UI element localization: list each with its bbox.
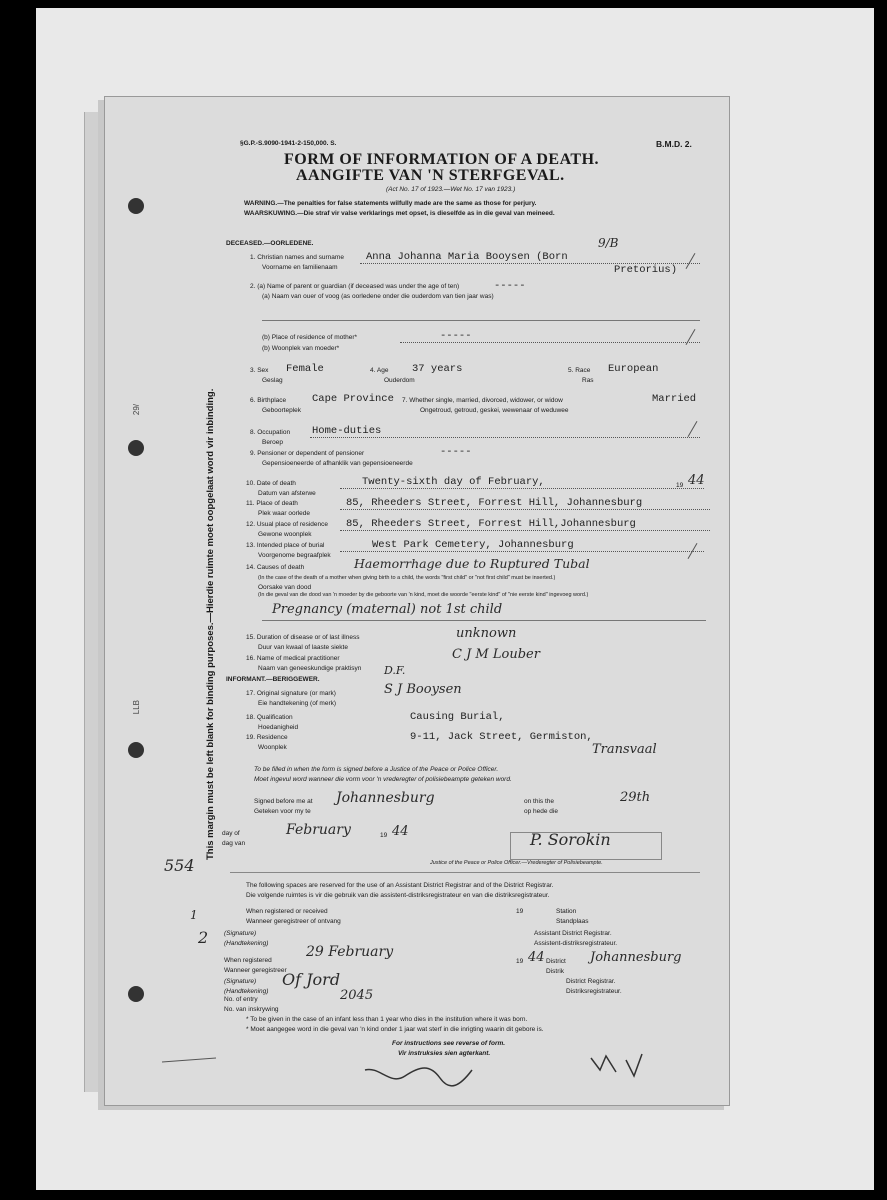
q14-value-cont: Pregnancy (maternal) not 1st child (272, 602, 503, 617)
footnote-af: * Moet aangegee word in die geval van 'n kind onder 1 jaar wat sterf in die inrigting waarin dit gebore is. (246, 1026, 544, 1033)
signed-month: February (286, 822, 351, 838)
q1-label: 1. Christian names and surname (250, 254, 344, 261)
form-code: B.M.D. 2. (656, 139, 692, 149)
instructions-af: Vir instruksies sien agterkant. (398, 1050, 491, 1057)
q16-label: 16. Name of medical practitioner (246, 655, 340, 662)
registrar-label: District Registrar. (566, 978, 616, 985)
q8-label-af: Beroep (262, 439, 283, 446)
q19-label: 19. Residence (246, 734, 288, 741)
q16-label-af: Naam van geneeskundige praktisyn (258, 665, 362, 672)
signed-label-af: Geteken voor my te (254, 808, 311, 815)
q10-label-af: Datum van afsterwe (258, 490, 316, 497)
q19-value-cont: Transvaal (592, 742, 657, 757)
q10-year: 44 (688, 473, 705, 488)
left-note: 554 (164, 856, 195, 875)
signed-day: 29th (620, 790, 651, 805)
form-title-af: AANGIFTE VAN 'N STERFGEVAL. (296, 167, 565, 184)
side-mark: LLB (132, 700, 141, 715)
form-title-en: FORM OF INFORMATION OF A DEATH. (284, 151, 600, 168)
registered-year-prefix: 19 (516, 958, 524, 965)
field-line (340, 488, 704, 489)
field-line (400, 342, 700, 343)
q9-label: 9. Pensioner or dependent of pensioner (250, 450, 365, 457)
signed-place: Johannesburg (336, 790, 435, 806)
q19-label-af: Woonplek (258, 744, 287, 751)
q10-value: Twenty-sixth day of February, (362, 476, 545, 488)
instructions-en: For instructions see reverse of form. (392, 1040, 506, 1047)
q13-label: 13. Intended place of burial (246, 542, 325, 549)
page-edge (84, 112, 105, 1092)
q12-label-af: Gewone woonplek (258, 531, 312, 538)
q2b-label: (b) Place of residence of mother* (262, 334, 358, 341)
q1-annotation: 9/B (598, 236, 619, 250)
act-reference: (Act No. 17 of 1923.—Wet No. 17 van 1923.) (386, 186, 516, 193)
q10-label: 10. Date of death (246, 480, 296, 487)
registered-year: 44 (528, 950, 545, 965)
print-reference: §G.P.-S.9090-1941-2-150,000. S. (240, 140, 337, 147)
q17-annotation: D.F. (384, 664, 406, 677)
section-deceased: DECEASED.—OORLEDENE. (226, 240, 314, 247)
q8-label: 8. Occupation (250, 429, 291, 436)
section-informant: INFORMANT.—BERIGGEWER. (226, 676, 320, 683)
q18-value: Causing Burial, (410, 711, 505, 723)
when-received-label: When registered or received (246, 908, 328, 915)
q5-label-af: Ras (582, 377, 594, 384)
field-line (262, 620, 706, 621)
q11-label: 11. Place of death (246, 500, 298, 507)
q14-note-af: (In die geval van die dood van 'n moeder by die geboorte van 'n kind, moet die woorde "eerste kind" of "nie eerste kind" ingevoeg word.) (258, 592, 589, 598)
q11-label-af: Plek waar oorlede (258, 510, 311, 517)
reg-signature-label-af: (Handtekening) (224, 988, 269, 995)
q2a-label: 2. (a) Name of parent or guardian (if deceased was under the age of ten) (250, 283, 460, 290)
asst-registrar-label-af: Assistent-distriksregistrateur. (534, 940, 618, 947)
q14-note-en: (In the case of the death of a mother when giving birth to a child, the words "first child" or "not first child" must be inserted.) (258, 575, 556, 581)
left-note: 1 (190, 908, 198, 922)
side-mark: 29/ (132, 404, 141, 416)
signed-year-prefix: 19 (380, 832, 388, 839)
justice-note-af: Moet ingevul word wanneer die vorm voor 'n vrederegter of polisiebeampte geteken word. (254, 776, 512, 783)
registrar-signature: Of Jord (282, 970, 341, 989)
q16-value: C J M Louber (452, 647, 540, 662)
binding-hole (128, 198, 144, 214)
q13-label-af: Voorgenome begraafplek (258, 552, 331, 559)
q3-label-af: Geslag (262, 377, 283, 384)
q11-value: 85, Rheeders Street, Forrest Hill, Johannesburg (346, 497, 643, 509)
signed-label: Signed before me at (254, 798, 313, 805)
q4-value: 37 years (412, 363, 463, 375)
when-registered-label: When registered (224, 957, 272, 964)
field-line (340, 530, 710, 531)
on-this-label: on this the (524, 798, 554, 805)
q17-label: 17. Original signature (or mark) (246, 690, 336, 697)
field-line (340, 551, 704, 552)
footnote-en: * To be given in the case of an infant less than 1 year who dies in the institution where it was born. (246, 1016, 528, 1023)
q13-value: West Park Cemetery, Johannesburg (372, 539, 574, 551)
binding-hole (128, 440, 144, 456)
signature-label-af: (Handtekening) (224, 940, 269, 947)
signed-year: 44 (392, 824, 409, 839)
waarskuwing-text: WAARSKUWING.—Die straf vir valse verklarings met opset, is dieselfde as in die geval van meineed. (244, 210, 555, 217)
registrar-note-af: Die volgende ruimtes is vir die gebruik van die assistent-distriksregistrateur en van die distriksregistrateur. (246, 892, 550, 899)
day-of-label: day of (222, 830, 240, 837)
day-of-label-af: dag van (222, 840, 246, 847)
q18-label: 18. Qualification (246, 714, 293, 721)
received-year-prefix: 19 (516, 908, 524, 915)
q7-value: Married (652, 393, 697, 405)
registered-date: 29 February (306, 944, 394, 960)
pen-stroke (160, 1054, 220, 1068)
warning-text: WARNING.—The penalties for false statements wilfully made are the same as those for perjury. (244, 200, 537, 207)
q14-value: Haemorrhage due to Ruptured Tubal (354, 556, 590, 571)
q12-value: 85, Rheeders Street, Forrest Hill,Johannesburg (346, 518, 636, 530)
district-label: District (546, 958, 566, 965)
q15-label: 15. Duration of disease or of last illness (246, 634, 360, 641)
section-divider (230, 872, 700, 873)
station-label-af: Standplaas (556, 918, 589, 925)
q9-label-af: Gepensioeneerde of afhanklik van gepensioeneerde (262, 460, 413, 467)
q4-label: 4. Age (370, 367, 389, 374)
signature-label: (Signature) (224, 930, 257, 937)
district-value: Johannesburg (590, 950, 682, 965)
q14-label: 14. Causes of death (246, 564, 305, 571)
justice-signature: P. Sorokin (530, 830, 611, 849)
field-line (310, 437, 700, 438)
station-label: Station (556, 908, 577, 915)
q15-value: unknown (456, 626, 517, 641)
q6-label: 6. Birthplace (250, 397, 287, 404)
binding-hole (128, 742, 144, 758)
q17-value: S J Booysen (384, 682, 462, 697)
q18-label-af: Hoedanigheid (258, 724, 299, 731)
q3-label: 3. Sex (250, 367, 269, 374)
q17-label-af: Eie handtekening (of merk) (258, 700, 337, 707)
q5-label: 5. Race (568, 367, 591, 374)
entry-no-label: No. of entry (224, 996, 258, 1003)
q1-label-af: Voorname en familienaam (262, 264, 338, 271)
binding-margin-note: This margin must be left blank for binding purposes.—Hierdie ruimte moet oopgelaat word vir inbinding. (205, 388, 216, 860)
q4-label-af: Ouderdom (384, 377, 415, 384)
when-registered-label-af: Wanneer geregistreer (224, 967, 287, 974)
registrar-label-af: Distriksregistrateur. (566, 988, 622, 995)
q2b-value: ----- (440, 330, 472, 342)
q5-value: European (608, 363, 659, 375)
q8-value: Home-duties (312, 425, 382, 437)
reg-signature-label: (Signature) (224, 978, 257, 985)
q6-label-af: Geboorteplek (262, 407, 302, 414)
q6-value: Cape Province (312, 393, 394, 405)
q15-label-af: Duur van kwaal of laaste siekte (258, 644, 348, 651)
binding-hole (128, 986, 144, 1002)
entry-no-label-af: No. van inskrywing (224, 1006, 279, 1013)
q14-label-af: Oorsake van dood (258, 584, 312, 591)
pen-scribble (586, 1048, 656, 1084)
asst-registrar-label: Assistant District Registrar. (534, 930, 612, 937)
entry-no-value: 2045 (340, 988, 374, 1003)
q19-value: 9-11, Jack Street, Germiston, (410, 731, 593, 743)
q9-value: ----- (440, 446, 472, 458)
field-line (262, 320, 700, 321)
when-received-label-af: Wanneer geregistreer of ontvang (246, 918, 341, 925)
on-this-label-af: op hede die (524, 808, 558, 815)
left-note: 2 (198, 928, 209, 947)
field-line (360, 263, 700, 264)
registrar-note-en: The following spaces are reserved for the use of an Assistant District Registrar and of the District Registrar. (246, 882, 554, 889)
q7-label-af: Ongetroud, getroud, geskei, wewenaar of weduwee (420, 407, 569, 414)
justice-note-en: To be filled in when the form is signed before a Justice of the Peace or Police Officer. (254, 766, 499, 773)
q10-year-prefix: 19 (676, 482, 684, 489)
q1-value-cont: Pretorius) (614, 264, 678, 276)
q2a-value: ----- (494, 280, 526, 292)
q1-value: Anna Johanna Maria Booysen (Born (366, 251, 568, 263)
q7-label: 7. Whether single, married, divorced, widower, or widow (402, 397, 563, 404)
q2b-label-af: (b) Woonplek van moeder* (262, 345, 340, 352)
justice-office: Justice of the Peace or Police Officer.—Vrederegter of Polisiebeampte. (430, 860, 603, 866)
field-line (340, 509, 710, 510)
pen-scribble (360, 1056, 480, 1092)
q12-label: 12. Usual place of residence (246, 521, 329, 528)
q3-value: Female (286, 363, 324, 375)
q2a-label-af: (a) Naam van ouer of voog (as oorledene onder die ouderdom van tien jaar was) (262, 293, 494, 300)
district-label-af: Distrik (546, 968, 565, 975)
